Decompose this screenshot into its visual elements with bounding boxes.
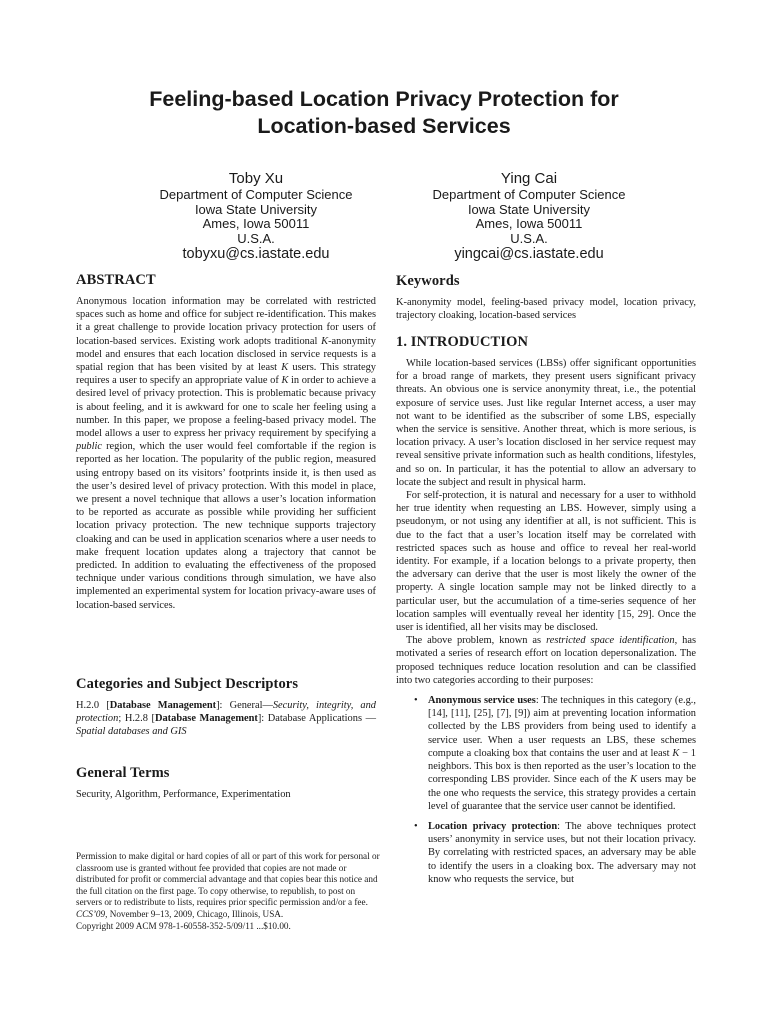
categories-text-part: Spatial databases and GIS [76, 726, 187, 738]
list-item [396, 820, 696, 886]
math-k: K [630, 774, 638, 786]
bullet-icon: • [414, 820, 418, 832]
keywords-section [396, 273, 696, 322]
categories-heading: Categories and Subject Descriptors [76, 676, 299, 692]
title-line-1: Feeling-based Location Privacy Protection for [149, 87, 619, 111]
author-email: yingcai@cs.iastate.edu [454, 246, 604, 262]
abstract-section [76, 272, 376, 612]
general-terms-text: Security, Algorithm, Performance, Experimentation [76, 789, 291, 800]
categories-text-part: Database Management [109, 700, 217, 711]
general-terms-section [76, 765, 376, 801]
keywords-heading: Keywords [396, 273, 460, 289]
author-block-2 [383, 170, 675, 263]
author-country: U.S.A. [237, 230, 275, 246]
categories-text-part: ]: Database Applications — [257, 713, 376, 725]
intro-paragraph-1: While location-based services (LBSs) offer significant opportunities for a broad range of markets, they present users significant privacy threats. An obvious one is service anonymity threat, i.e., the potential exposure of service uses. Just like regular Internet access, a user may not want to be identified as the subscriber of some LBS, especially when the service is sensitive. Another threat, which is more serious, is location privacy. A user’s location disclosed in her service request may reveal sensitive private information such as health conditions, lifestyles, and so on. In particular, it has the potential to allow an adversary to locate the subject and result in physical harm. [396, 358, 696, 488]
categories-section [76, 676, 376, 739]
venue-line [76, 909, 382, 921]
bullet-icon: • [414, 695, 418, 707]
title-line-2: Location-based Services [257, 114, 511, 138]
intro-text-part: The above problem, known as [406, 635, 547, 647]
author-university: Iowa State University [194, 201, 318, 217]
abstract-text-part: users. This strategy requires a user to specify an appropriate value of [76, 362, 376, 387]
categories-text-part: Database Management [154, 713, 258, 725]
technique-list [396, 694, 696, 886]
author-university: Iowa State University [467, 201, 591, 217]
abstract-text-part: in order to achieve a desired level of privacy protection. This is problematic because privacy is about feeling, and it is awkward for one to scale her feeling using a number. In this paper, we propose a feeling-based privacy model. The model allows a user to express her privacy requirement by specifying a [76, 375, 376, 440]
list-item-title: Anonymous service uses [428, 695, 536, 707]
author-department: Department of Computer Science [432, 187, 626, 202]
intro-paragraph-3 [396, 634, 696, 687]
venue-details: November 9–13, 2009, Chicago, Illinois, USA. [107, 908, 284, 919]
list-item-text: users may be the one who requests the service, this strategy provides a certain level of guarantee that the service user cannot be identified. [428, 774, 696, 812]
list-item-text: : The above techniques protect users’ anonymity in service uses, but not their location privacy. By correlating with restricted spaces, an adversary may be able to identify the users in a cloaking box. The adversary may not know who requests the service, but [428, 820, 696, 885]
math-k: K [672, 747, 680, 759]
introduction-section [396, 334, 696, 886]
math-k: K [321, 335, 329, 347]
permission-text: Permission to make digital or hard copies of all or part of this work for personal or classroom use is granted without fee provided that copies are not made or distributed for profit or commercial advantage and that copies bear this notice and the full citation on the first page. To copy otherwise, to republish, to post on servers or to redistribute to lists, requires prior specific permission and/or a fee. [76, 851, 380, 908]
author-department: Department of Computer Science [159, 187, 353, 202]
author-block-1 [110, 170, 402, 263]
abstract-text-part: Anonymous location information may be correlated with restricted spaces such as home and office for subject re-identification. This makes it a great challenge to provide location privacy protection for users of location-based services. Existing work adopts traditional [76, 296, 376, 347]
author-email: tobyxu@cs.iastate.edu [182, 246, 330, 262]
categories-text-part: ; H.2.8 [ [118, 713, 155, 725]
categories-text [76, 699, 376, 739]
emphasis-term: restricted space identification [546, 635, 675, 647]
introduction-heading: 1. INTRODUCTION [396, 334, 529, 350]
abstract-heading: ABSTRACT [76, 272, 156, 288]
list-item-text: neighbors. This box is then reported as the user’s location to the corresponding LBS provider. Since each of the [428, 761, 696, 786]
math-k: K [281, 375, 289, 387]
author-name: Ying Cai [500, 170, 558, 187]
author-name: Toby Xu [228, 170, 284, 187]
intro-paragraph-2: For self-protection, it is natural and necessary for a user to withhold her true identity when requesting an LBS. However, simply using a pseudonym, or not using any identifier at all, is not sufficient. This is due to the fact that a user’s location itself may be correlated with restricted spaces such as house and office to reveal her real-world identity. For example, if a location belongs to a private property, then the adversary can derive that the user is most likely the owner of the property. A single location sample may not be linked directly to a particular user, but the accumulation of a time-series sequence of her location samples will eventually reveal her identity [15, 29]. Once the user is identified, all her visits may be disclosed. [396, 490, 696, 634]
list-item-text: : The techniques in this category (e.g., [14], [11], [25], [7], [9]) aim at preventing location information collected by the LBS providers from being used to identify a service user. When a user requests an LBS, these schemes compute a cloaking box that contains the user and at least [428, 695, 696, 759]
abstract-text-part: -anonymity model and ensures that each location disclosed in service requests is a spatial region that has been visited by at least [76, 335, 376, 374]
list-item-title: Location privacy protection [428, 820, 558, 832]
categories-text-part: ]: General— [216, 700, 273, 711]
permission-notice [76, 851, 382, 932]
categories-text-part: H.2.0 [ [76, 700, 110, 711]
keywords-text: K-anonymity model, feeling-based privacy model, location privacy, trajectory cloaking, location-based services [396, 297, 696, 322]
copyright-line: Copyright 2009 ACM 978-1-60558-352-5/09/11 ...$10.00. [76, 920, 291, 931]
paper-title [0, 86, 768, 140]
intro-text-part: , has motivated a series of research effort on location depersonalization. The proposed techniques reduce location resolution and can be classified into two categories according to their purposes: [396, 635, 696, 686]
categories-text-part: Security, integrity, and protection [76, 700, 377, 725]
list-item [396, 694, 696, 813]
emphasis-public: public [76, 441, 102, 453]
abstract-text-part: region, which the user would feel comfortable if the region is reported as her location. The popularity of the public region, measured using entropy based on its visitors’ footprints inside it, is then used as the user’s desired level of privacy protection. With this model in place, we present a novel technique that allows a user’s location information to be reported as accurate as possible while providing her sufficient location privacy protection. The new technique supports trajectory cloaking and can be used in application scenarios where a user needs to make frequent location updates along a trajectory that cannot be predicted. In addition to evaluating the effectiveness of the proposed technique under various conditions through simulation, we have also implemented an experimental system for location privacy-aware uses of location-based services. [76, 441, 376, 611]
math-k: K [281, 362, 289, 374]
abstract-text [76, 295, 376, 612]
author-country: U.S.A. [510, 230, 548, 246]
math-minus-one: − 1 [679, 747, 696, 759]
general-terms-heading: General Terms [76, 765, 170, 781]
author-city: Ames, Iowa 50011 [202, 216, 310, 231]
venue-name: CCS’09, [76, 908, 108, 919]
author-city: Ames, Iowa 50011 [475, 216, 583, 231]
